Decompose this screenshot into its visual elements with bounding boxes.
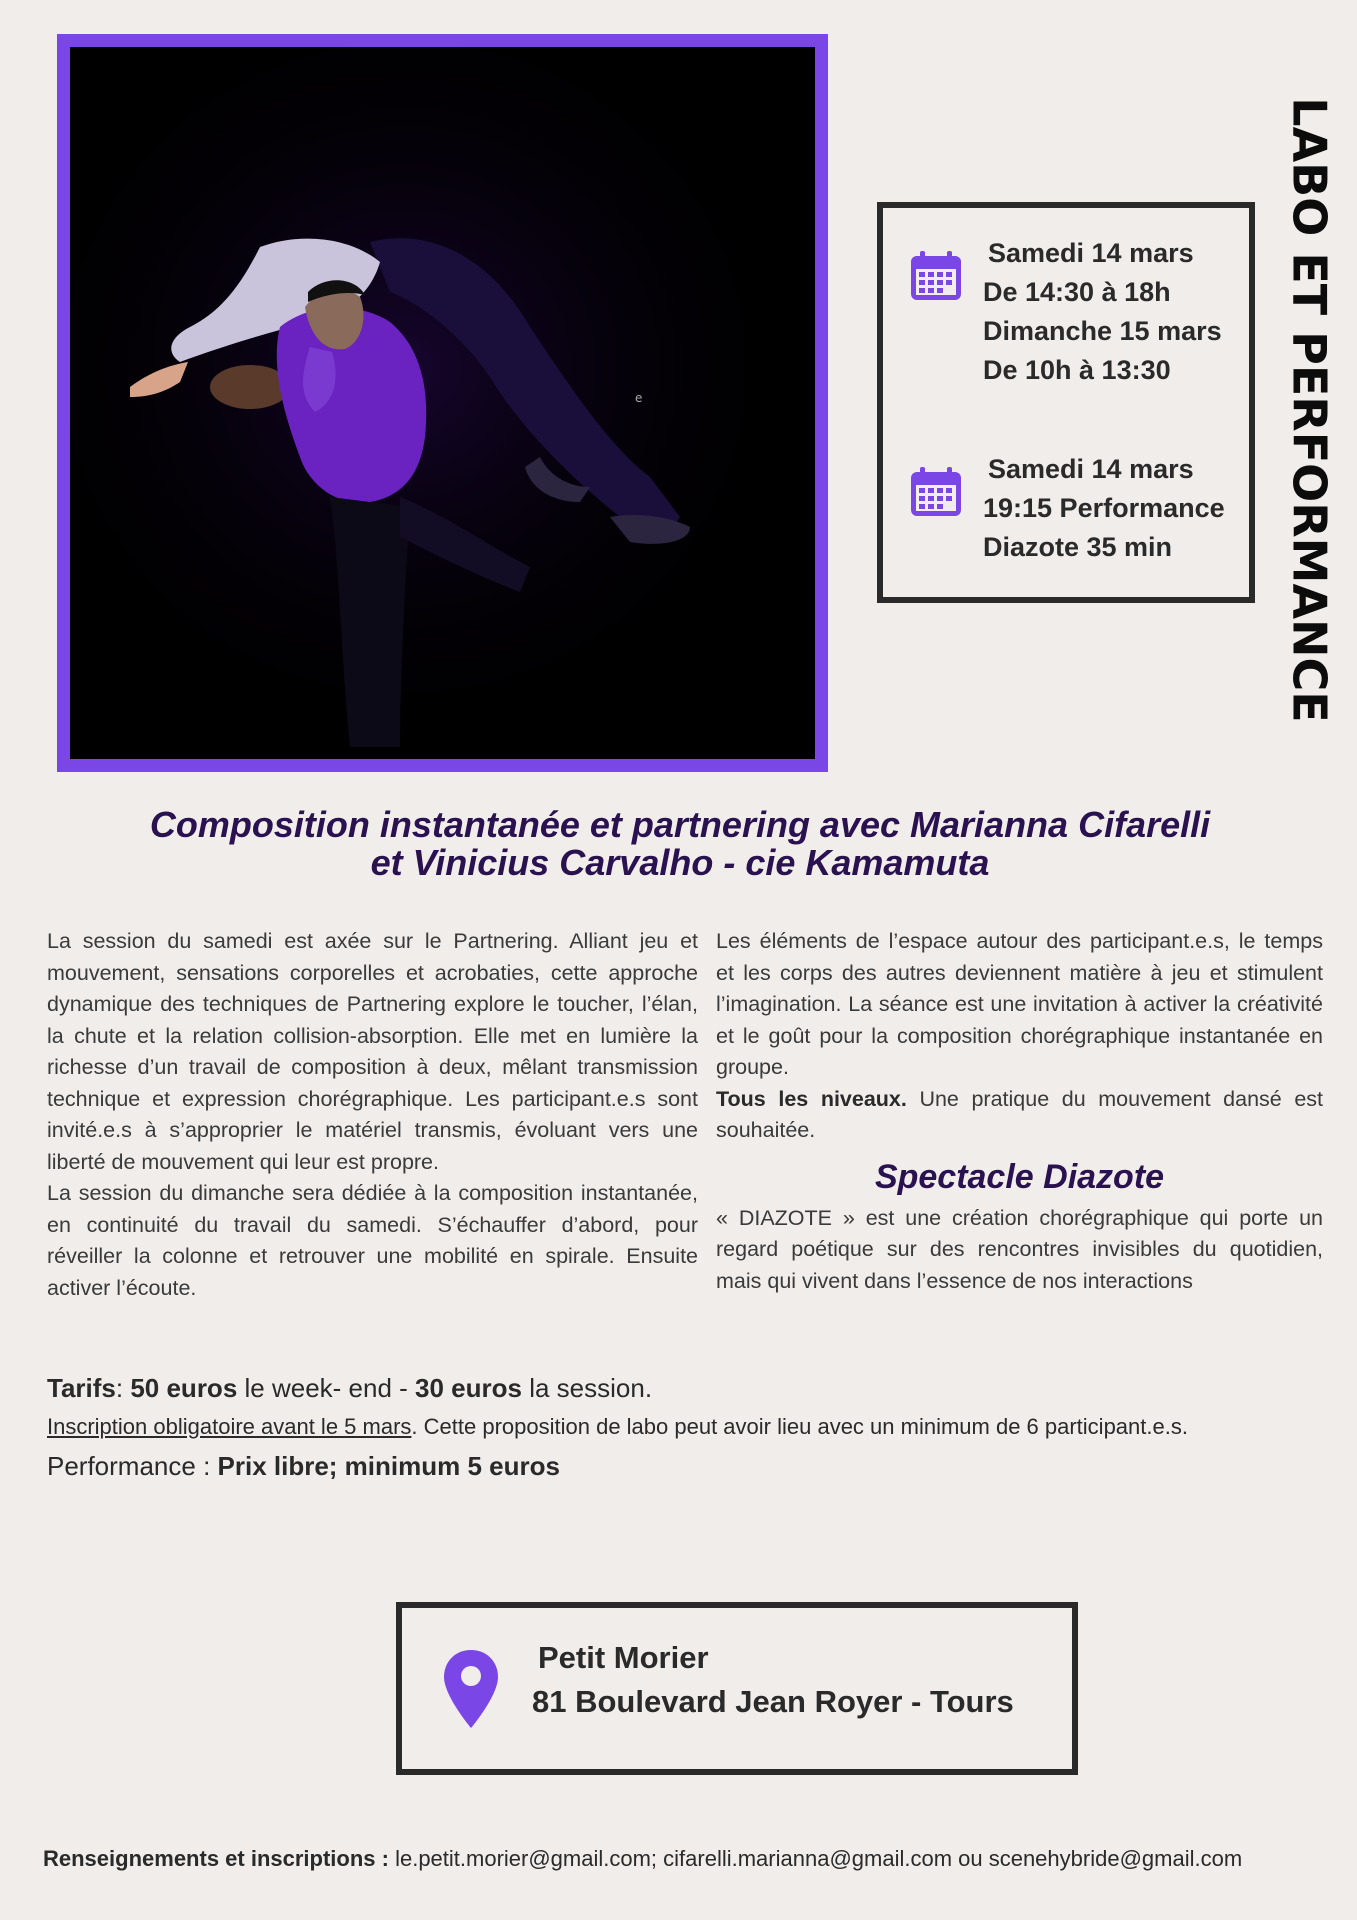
- pricing-sep: :: [115, 1373, 131, 1403]
- levels-paragraph: [716, 1084, 1323, 1147]
- main-title: [80, 806, 1280, 882]
- pricing-text1: le week- end -: [237, 1373, 416, 1403]
- pricing-line: [47, 1368, 1327, 1408]
- right-column: [716, 926, 1323, 1297]
- main-title-line2: et Vinicius Carvalho - cie Kamamuta: [370, 842, 990, 883]
- diazote-paragraph: « DIAZOTE » est une création chorégraphique qui porte un regard poétique sur des rencontres invisibles du quotidien, mais qui vivent dans l’essence de nos interactions: [716, 1205, 1323, 1293]
- photo-mark: e: [635, 391, 643, 405]
- contact-label: Renseignements et inscriptions :: [43, 1846, 396, 1871]
- saturday-paragraph: La session du samedi est axée sur le Partnering. Alliant jeu et mouvement, sensations corporelles et acrobaties, cette approche dynamique des techniques de Partnering explore le toucher, l’élan, la chute et la relation collision-absorption. Elle met en lumière la richesse d’un travail de composition à deux, mêlant transmission technique et expression chorégraphique. Les participant.e.s sont invité.e.s à s’approprier le matériel transmis, évoluant vers une liberté de mouvement qui leur est propre.: [47, 929, 698, 1174]
- left-column: [47, 926, 698, 1304]
- location-pin-icon: [442, 1648, 500, 1730]
- schedule-line: De 14:30 à 18h: [983, 277, 1171, 307]
- schedule-line: 19:15 Performance: [983, 493, 1225, 523]
- elements-paragraph: Les éléments de l’espace autour des participant.e.s, le temps et les corps des autres deviennent matière à jeu et stimulent l’imagination. La séance est une invitation à activer la créativité et le goût pour la composition chorégraphique instantanée en groupe.: [716, 929, 1323, 1079]
- levels-bold: Tous les niveaux.: [716, 1086, 907, 1111]
- performance-price: Prix libre; minimum 5 euros: [217, 1451, 560, 1481]
- show-subtitle: Spectacle Diazote: [874, 1157, 1165, 1196]
- performance-label: Performance :: [47, 1451, 218, 1481]
- schedule-line: Samedi 14 mars: [988, 238, 1194, 268]
- contact-line: [43, 1846, 1343, 1872]
- dance-photo: [70, 47, 815, 759]
- schedule-line: Dimanche 15 mars: [983, 316, 1222, 346]
- schedule-line: De 10h à 13:30: [983, 355, 1171, 385]
- inscription-line: [47, 1408, 1327, 1446]
- schedule-box: [877, 202, 1255, 603]
- contact-emails: le.petit.morier@gmail.com; cifarelli.marianna@gmail.com ou scenehybride@gmail.com: [395, 1846, 1243, 1871]
- pricing-section: [47, 1368, 1327, 1486]
- schedule-line: Diazote 35 min: [983, 532, 1173, 562]
- calendar-icon: [908, 248, 964, 304]
- venue-name: Petit Morier: [538, 1640, 709, 1675]
- main-title-line1: Composition instantanée et partnering avec Marianna Cifarelli: [149, 804, 1211, 845]
- price-session: 30 euros: [415, 1373, 522, 1403]
- side-title-text: LABO ET PERFORMANCE: [1283, 97, 1338, 723]
- levels-rest: Une pratique du mouvement dansé est souhaitée.: [716, 1086, 1323, 1142]
- inscription-deadline: Inscription obligatoire avant le 5 mars: [47, 1414, 412, 1439]
- pricing-label: Tarifs: [47, 1373, 116, 1403]
- venue-box: [396, 1602, 1078, 1775]
- sunday-paragraph: La session du dimanche sera dédiée à la composition instantanée, en continuité du travail du samedi. S’échauffer d’abord, pour réveiller la colonne et retrouver une mobilité en spirale. Ensuite activer l’écoute.: [47, 1181, 698, 1300]
- price-weekend: 50 euros: [130, 1373, 238, 1403]
- calendar-icon: [908, 464, 964, 520]
- side-title: [1255, 97, 1357, 723]
- venue-address: 81 Boulevard Jean Royer - Tours: [532, 1684, 1014, 1719]
- pricing-text2: la session.: [521, 1373, 653, 1403]
- photo-frame: [57, 34, 828, 772]
- dancers-illustration: [70, 47, 815, 759]
- schedule-line: Samedi 14 mars: [988, 454, 1194, 484]
- performance-price-line: [47, 1446, 1327, 1486]
- inscription-rest: . Cette proposition de labo peut avoir lieu avec un minimum de 6 participant.e.s.: [411, 1414, 1188, 1439]
